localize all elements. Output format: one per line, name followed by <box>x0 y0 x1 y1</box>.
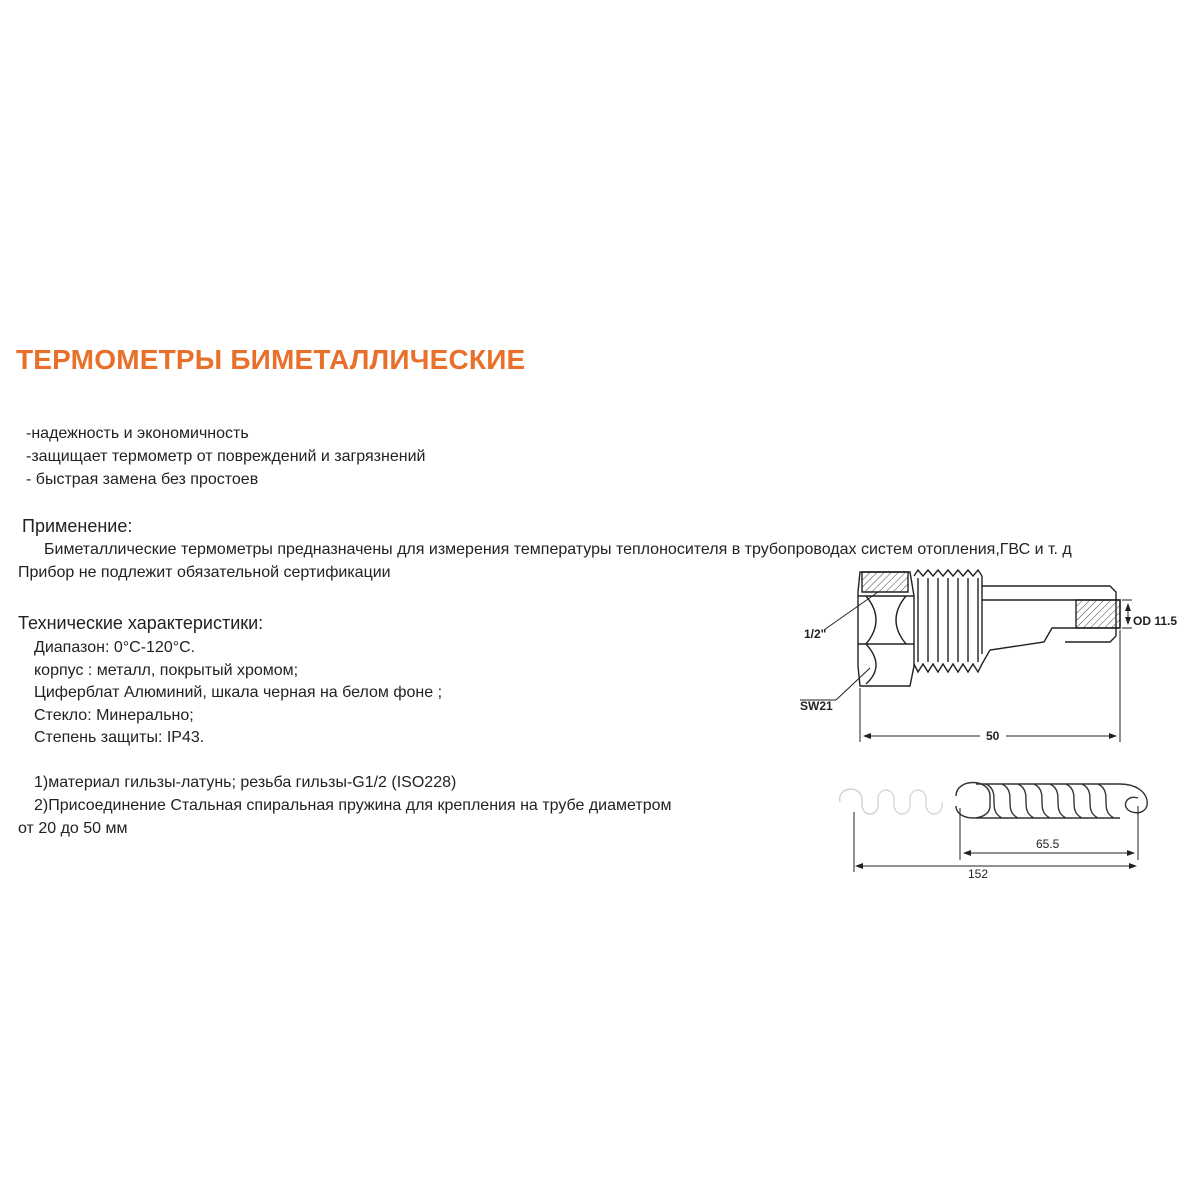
od-dimension <box>1122 600 1132 628</box>
length-label: 50 <box>986 729 1000 743</box>
spring-total-label: 152 <box>968 867 989 881</box>
spec-range: Диапазон: 0°С-120°С. <box>34 639 196 656</box>
feature-list <box>26 422 425 491</box>
note-connection: 2)Присоединение Стальная спиральная пружина для крепления на трубе диаметром <box>34 797 672 814</box>
sleeve-drawing <box>858 570 1120 686</box>
thread-label: 1/2" <box>804 627 827 641</box>
feature-item: - быстрая замена без простоев <box>26 471 259 488</box>
spec-body: корпус : металл, покрытый хромом; <box>34 661 299 679</box>
application-heading: Применение: <box>22 516 133 536</box>
specs-heading: Технические характеристики: <box>18 613 264 633</box>
certification-note: Прибор не подлежит обязательной сертификации <box>18 564 391 581</box>
spring-total-dimension <box>854 812 1136 872</box>
note-connection-continued: от 20 до 50 мм <box>18 820 128 837</box>
wrench-label: SW21 <box>800 699 833 713</box>
spring-inner-label: 65.5 <box>1036 837 1060 851</box>
spring-drawing <box>840 783 1148 819</box>
notes-section <box>18 771 671 840</box>
drawing-svg <box>780 556 1190 886</box>
od-label: OD 11.5 <box>1133 614 1178 628</box>
feature-item: -надежность и экономичность <box>26 425 249 442</box>
spec-protection: Степень защиты: IP43. <box>34 729 205 746</box>
spec-dial: Циферблат Алюминий, шкала черная на белом фоне ; <box>34 684 443 701</box>
specs-section <box>18 612 442 750</box>
spec-glass: Стекло: Минерально; <box>34 706 194 724</box>
feature-item: -защищает термометр от повреждений и загрязнений <box>26 448 426 465</box>
technical-drawing <box>780 556 1190 886</box>
page-title: ТЕРМОМЕТРЫ БИМЕТАЛЛИЧЕСКИЕ <box>16 344 526 375</box>
application-description: Биметаллические термометры предназначены для измерения температуры теплоносителя в трубопроводах систем отопления,ГВС и т. д <box>44 541 1072 558</box>
note-material: 1)материал гильзы-латунь; резьба гильзы-G1/2 (ISO228) <box>34 774 457 791</box>
